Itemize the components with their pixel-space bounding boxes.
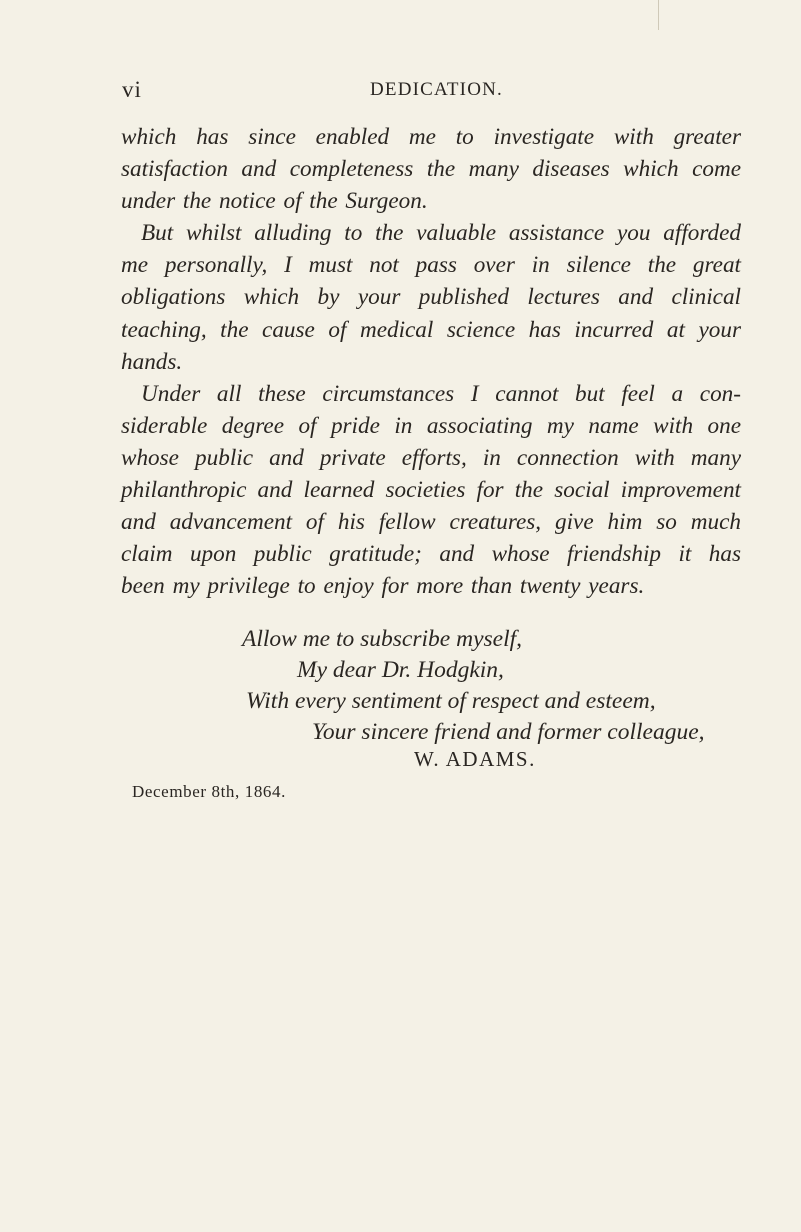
body-line: philanthropic and learned societies for the social improvement xyxy=(121,477,741,504)
body-line: obligations which by your published lectures and clinical xyxy=(121,284,741,311)
body-line: hands. xyxy=(121,348,183,375)
body-line: claim upon public gratitude; and whose friendship it has xyxy=(121,541,741,568)
body-line: which has since enabled me to investigate with greater xyxy=(121,124,741,150)
body-line: under the notice of the Surgeon. xyxy=(121,188,428,215)
closing-line: Allow me to subscribe myself, xyxy=(242,626,523,652)
body-line: and advancement of his fellow creatures, give him so much xyxy=(121,509,741,536)
page-number: vi xyxy=(122,77,142,102)
running-head xyxy=(122,77,736,107)
body-line: teaching, the cause of medical science has incurred at your xyxy=(121,316,741,343)
body-line: But whilst alluding to the valuable assistance you afforded xyxy=(141,220,741,247)
closing-line: Your sincere friend and former colleague, xyxy=(312,719,705,745)
body-line: siderable degree of pride in associating my name with one xyxy=(121,412,741,439)
date-line: December 8th, 1864. xyxy=(132,782,286,801)
closing-line: My dear Dr. Hodgkin, xyxy=(297,657,504,683)
body-line: satisfaction and completeness the many diseases which come xyxy=(121,156,741,183)
body-line: me personally, I must not pass over in silence the great xyxy=(121,252,741,279)
body-line: been my privilege to enjoy for more than twenty years. xyxy=(121,573,645,600)
body-line: Under all these circumstances I cannot but feel a con- xyxy=(141,380,741,407)
dedication-body xyxy=(121,121,741,602)
signature: W. ADAMS. xyxy=(414,747,536,771)
closing-line: With every sentiment of respect and esteem, xyxy=(246,688,656,714)
running-title: DEDICATION. xyxy=(370,79,503,100)
body-line: whose public and private efforts, in connection with many xyxy=(121,444,741,471)
page-edge-mark xyxy=(658,0,659,30)
